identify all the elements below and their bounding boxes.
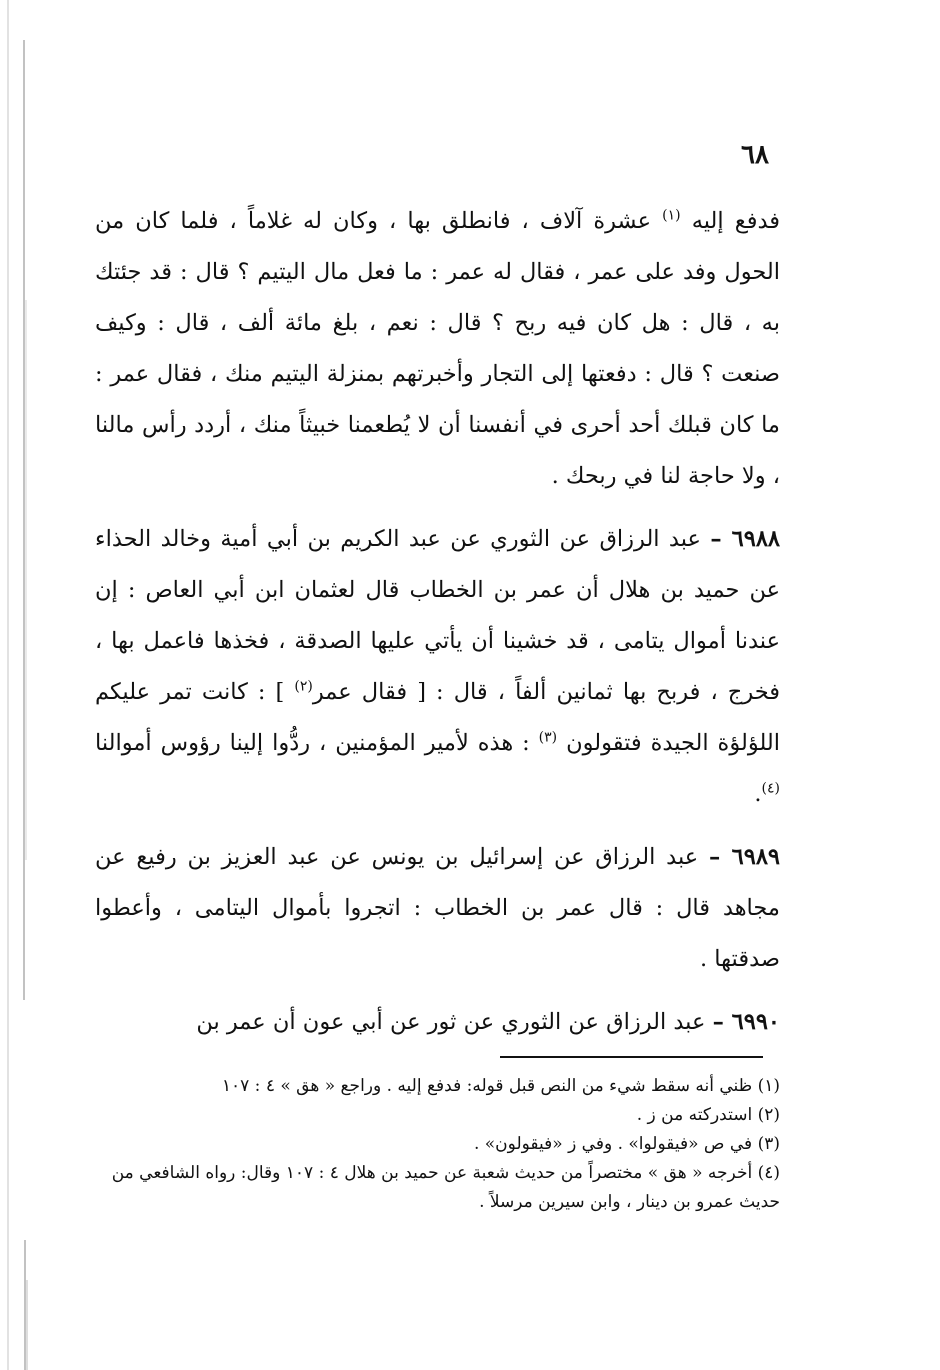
footnote-3: (٣) في ص «فيقولوا» . وفي ز «فيقولون» .	[473, 1134, 780, 1154]
main-text	[95, 196, 780, 1048]
scan-margin-lines	[0, 0, 40, 1370]
footnotes	[100, 1072, 780, 1217]
hadith-number: ٦٩٩٠ –	[712, 1009, 780, 1035]
hadith-number: ٦٩٨٩ –	[708, 844, 781, 870]
hadith-number: ٦٩٨٨ –	[710, 526, 781, 552]
footnote-1: (١) ظني أنه سقط شيء من النص قبل قوله: فدفع إليه . وراجع « هق » ٤ : ١٠٧	[221, 1076, 780, 1096]
paragraph-continuation: فدفع إليه $^{(١)}$ عشرة آلاف ، فانطلق بها ، وكان له غلاماً ، فلما كان من الحول وفد على عمر ، فقال له عمر : ما فعل مال اليتيم ؟ قال : قد جئتك به ، قال : هل كان فيه ربح ؟ قال : نعم ، بلغ مائة ألف ، قال : وكيف صنعت ؟ قال : دفعتها إلى التجار وأخبرتهم بمنزلة اليتيم منك ، فقال عمر : ما كان قبلك أحد أحرى في أنفسنا أن لا يُطعمنا خبيثاً منك ، أردد رأس مالنا ، ولا حاجة لنا في ربحك .	[95, 207, 781, 489]
hadith-6988: ٦٩٨٨ – عبد الرزاق عن الثوري عن عبد الكريم بن أبي أمية وخالد الحذاء عن حميد بن هلال أن عمر بن الخطاب قال لعثمان ابن أبي العاص : إن عندنا أموال يتامى ، قد خشينا أن يأتي عليها الصدقة ، فخذها فاعمل بها ، فخرج ، فربح بها ثمانين ألفاً ، قال : [ فقال عمر$^{(٢)}$ ] : كانت تمر عليكم اللؤلؤة الجيدة فتقولون $^{(٣)}$ : هذه لأمير المؤمنين ، ردُّوا إلينا رؤوس أموالنا $^{(٤)}$.	[95, 526, 781, 807]
hadith-6989: ٦٩٨٩ – عبد الرزاق عن إسرائيل بن يونس عن عبد العزيز بن رفيع عن مجاهد قال : قال عمر بن الخطاب : اتجروا بأموال اليتامى ، وأعطوا صدقتها .	[95, 844, 781, 972]
footnote-marker-4[interactable]: (٤)	[761, 780, 780, 797]
footnote-2: (٢) استدركته من ز .	[636, 1105, 780, 1125]
footnote-separator	[500, 1056, 763, 1058]
hadith-6990: ٦٩٩٠ – عبد الرزاق عن الثوري عن ثور عن أبي عون أن عمر بن	[196, 1009, 780, 1035]
footnote-4: (٤) أخرجه « هق » مختصراً من حديث شعبة عن حميد بن هلال ٤ : ١٠٧ وقال: رواه الشافعي من حديث عمرو بن دينار ، وابن سيرين مرسلاً .	[111, 1163, 780, 1212]
footnote-marker-3[interactable]: (٣)	[538, 729, 558, 746]
footnote-marker-1[interactable]: (١)	[662, 207, 681, 224]
footnote-marker-2[interactable]: (٢)	[294, 678, 313, 695]
page-number: ٦٨	[741, 140, 769, 170]
